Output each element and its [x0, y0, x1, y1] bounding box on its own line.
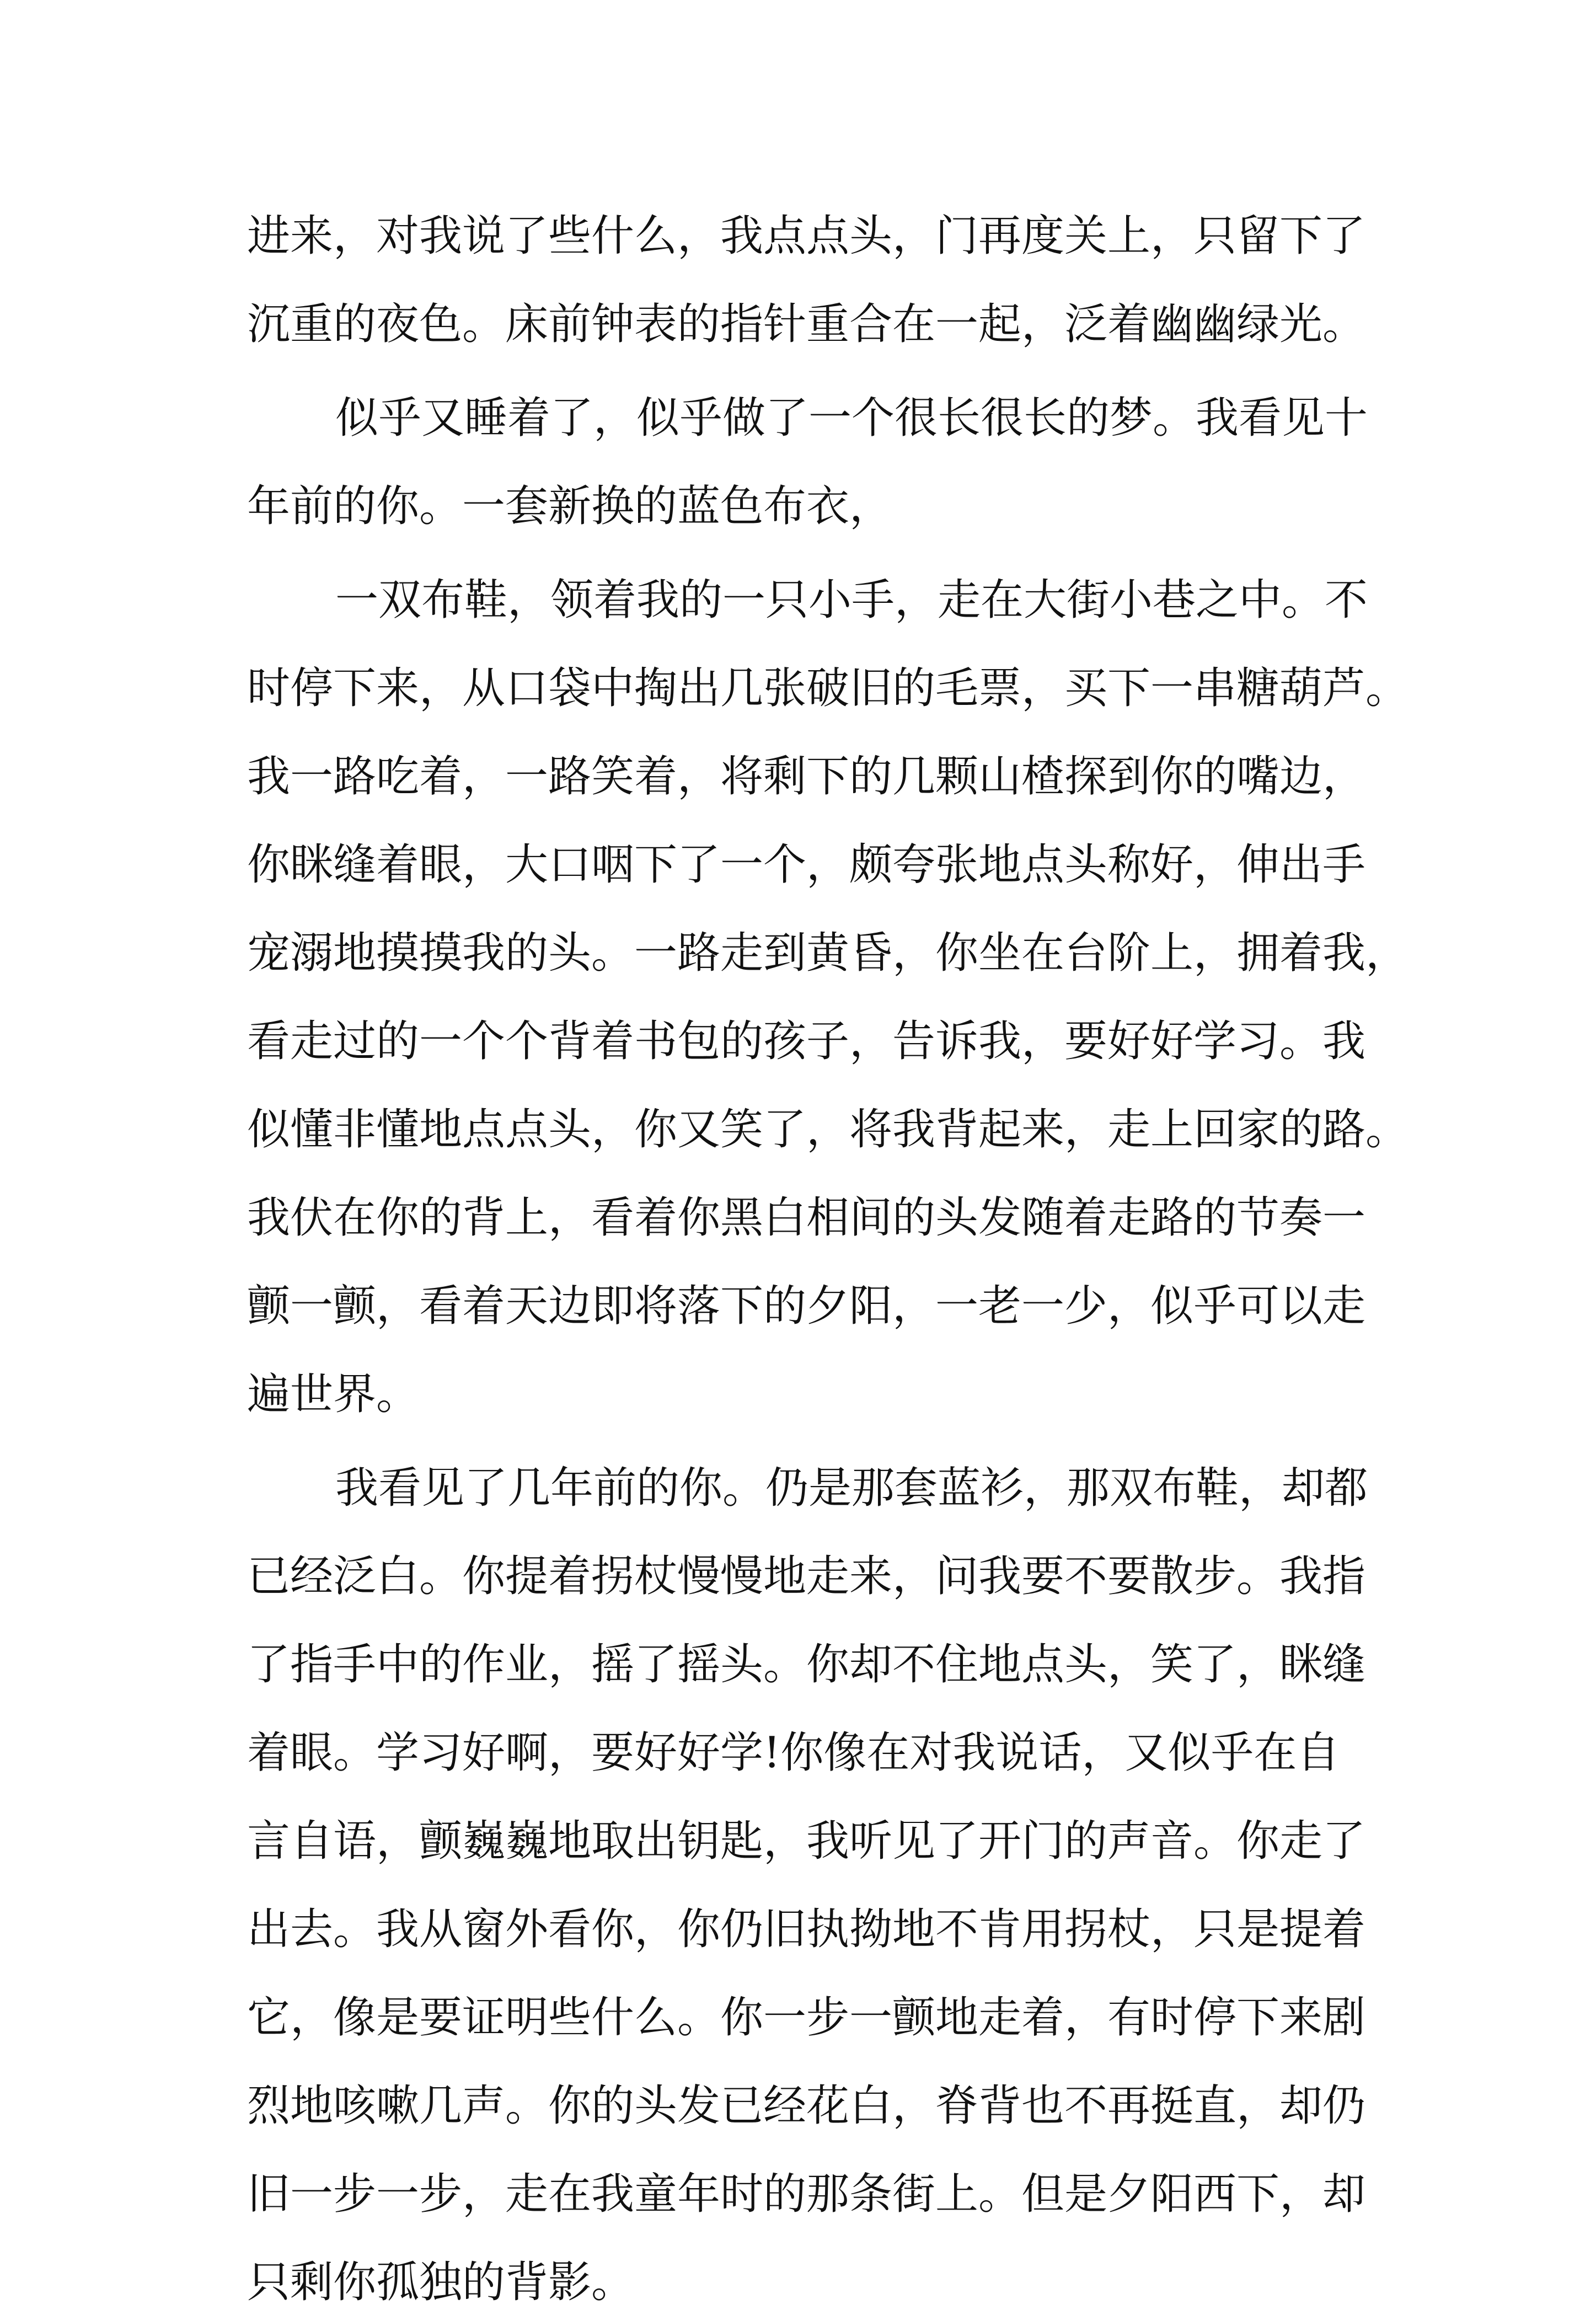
text-line: 只剩你孤独的背影。 — [247, 2258, 635, 2307]
text-line: 你眯缝着眼，大口咽下了一个，颇夸张地点头称好，伸出手 — [247, 840, 1366, 890]
text-line: 沉重的夜色。床前钟表的指针重合在一起，泛着幽幽绿光。 — [247, 300, 1366, 349]
text-line: 似懂非懂地点点头，你又笑了，将我背起来，走上回家的路。 — [247, 1105, 1409, 1154]
text-line: 了指手中的作业，摇了摇头。你却不住地点头，笑了，眯缝 — [247, 1640, 1366, 1689]
text-line: 烈地咳嗽几声。你的头发已经花白，脊背也不再挺直，却仍 — [247, 2081, 1366, 2131]
text-line: 已经泛白。你提着拐杖慢慢地走来，问我要不要散步。我指 — [247, 1552, 1366, 1601]
text-line: 颤一颤，看着天边即将落下的夕阳，一老一少，似乎可以走 — [247, 1281, 1366, 1331]
text-line: 它，像是要证明些什么。你一步一颤地走着，有时停下来剧 — [247, 1993, 1366, 2042]
text-line: 遍世界。 — [247, 1370, 420, 1419]
text-line: 年前的你。一套新换的蓝色布衣， — [247, 482, 893, 531]
text-line: 时停下来，从口袋中掏出几张破旧的毛票，买下一串糖葫芦。 — [247, 664, 1409, 713]
text-line: 宠溺地摸摸我的头。一路走到黄昏，你坐在台阶上，拥着我， — [247, 928, 1409, 978]
text-line: 出去。我从窗外看你，你仍旧执拗地不肯用拐杖，只是提着 — [247, 1905, 1366, 1954]
paragraph-first-line: 似乎又睡着了，似乎做了一个很长很长的梦。我看见十 — [335, 393, 1368, 443]
paragraph-first-line: 我看见了几年前的你。仍是那套蓝衫，那双布鞋，却都 — [335, 1463, 1368, 1513]
text-line: 着眼。学习好啊，要好好学!你像在对我说话，又似乎在自 — [247, 1728, 1340, 1778]
text-line: 看走过的一个个背着书包的孩子，告诉我，要好好学习。我 — [247, 1017, 1366, 1066]
text-line: 进来，对我说了些什么，我点点头，门再度关上，只留下了 — [247, 211, 1366, 261]
text-line: 我伏在你的背上，看着你黑白相间的头发随着走路的节奏一 — [247, 1193, 1366, 1243]
paragraph-first-line: 一双布鞋，领着我的一只小手，走在大街小巷之中。不 — [335, 575, 1368, 625]
text-line: 旧一步一步，走在我童年时的那条街上。但是夕阳西下，却 — [247, 2169, 1366, 2219]
text-line: 我一路吃着，一路笑着，将剩下的几颗山楂探到你的嘴边， — [247, 752, 1366, 801]
text-line: 言自语，颤巍巍地取出钥匙，我听见了开门的声音。你走了 — [247, 1816, 1366, 1866]
